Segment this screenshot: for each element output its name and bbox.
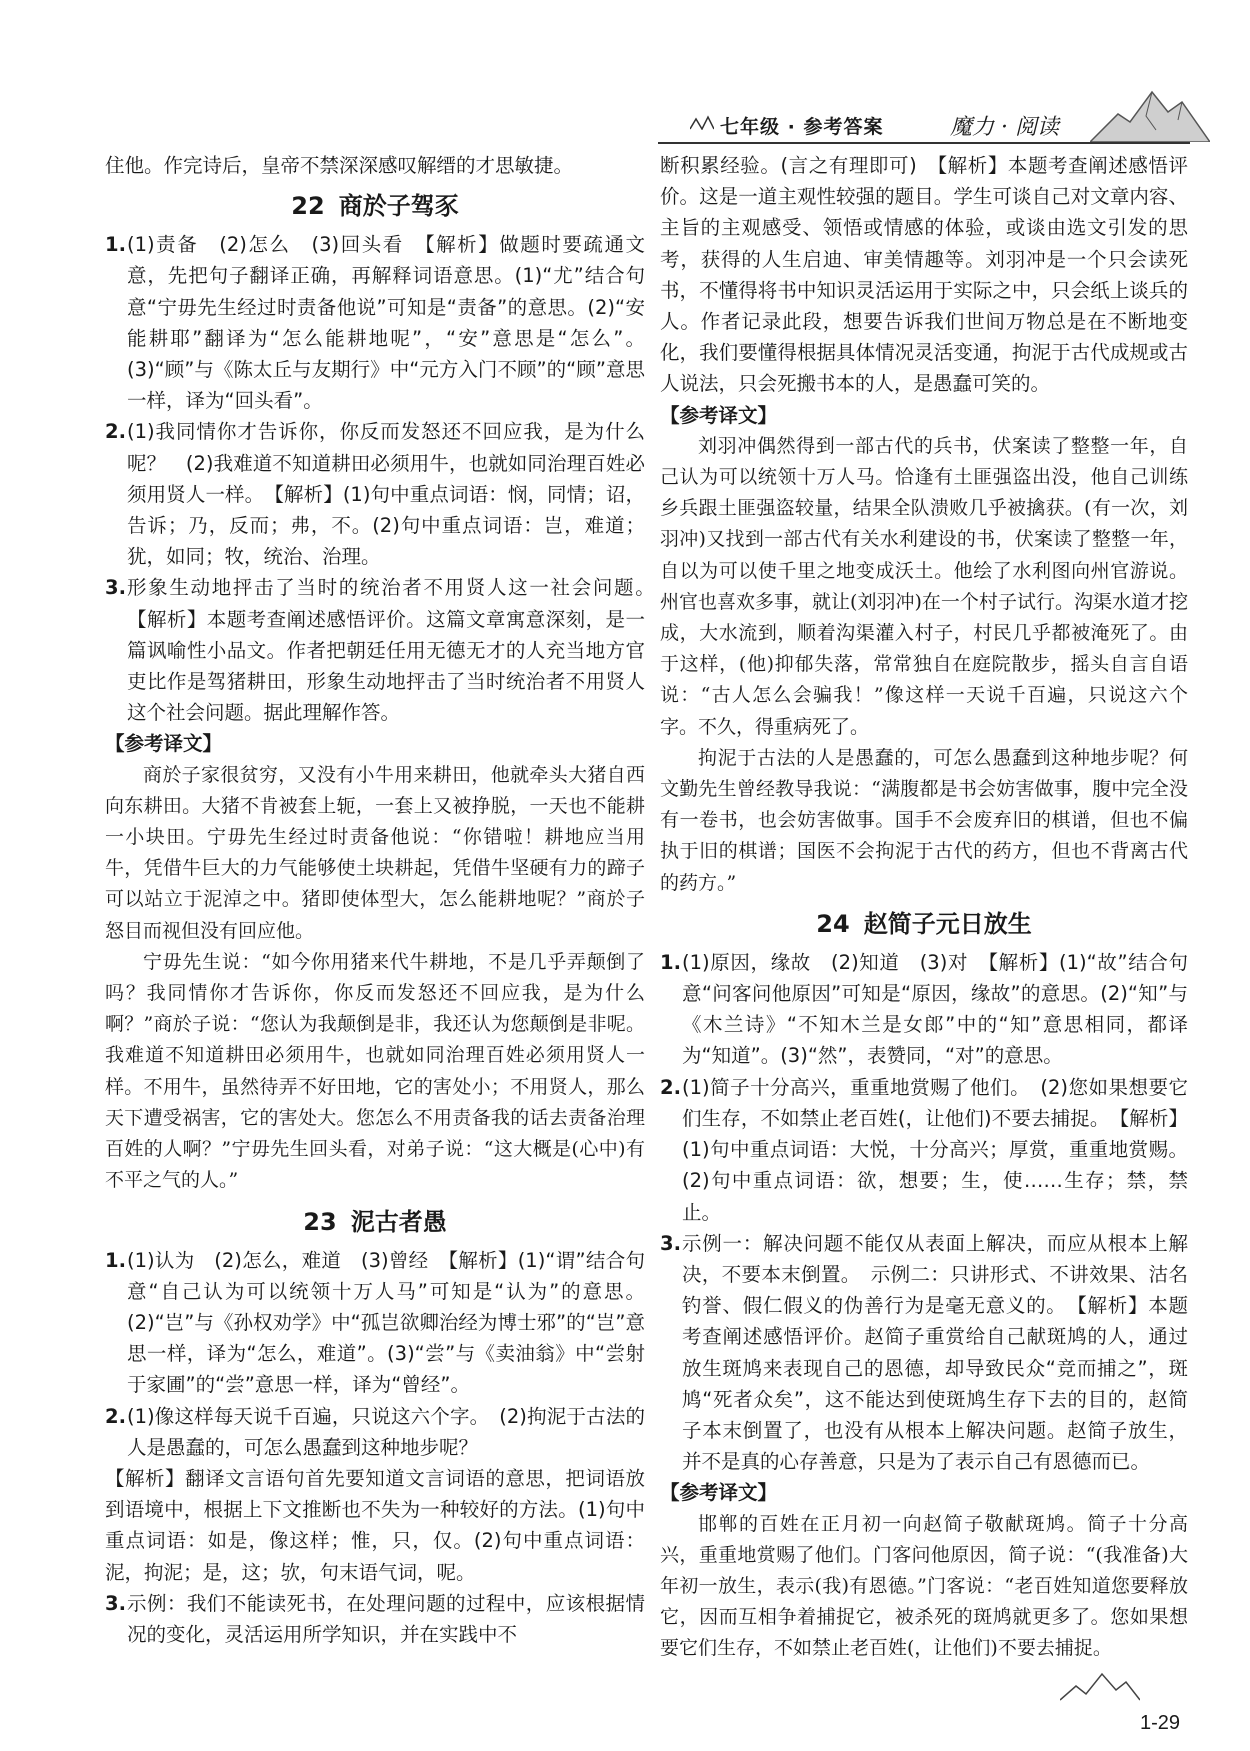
section-title-text: 商於子驾豕 bbox=[338, 192, 459, 221]
reference-translation-heading: 【参考译文】 bbox=[105, 732, 223, 756]
grade-label: 七年级 · 参考答案 bbox=[720, 116, 884, 138]
answer-text: (1)我同情你才告诉你，你反而发怒还不回应我，是为什么呢？ (2)我难道不知道耕田必须用牛，也就如同治理百姓必须用贤人一样。 【解析】(1)句中重点词语：悯，同情；诏，告诉；乃，反而；弗，不。(2)句中重点词语：岂，难道；犹，如同；牧，统治、治理。 bbox=[127, 420, 645, 569]
continued-answer-text: 断积累经验。(言之有理即可) 【解析】本题考查阐述感悟评价。这是一道主观性较强的题目。学生可谈自己对文章内容、主旨的主观感受、领悟或情感的体验，或谈由选文引发的思考，获得的人生启迪、审美情趣等。刘羽冲是一个只会读死书，不懂得将书中知识灵活运用于实际之中，只会纸上谈兵的人。作者记录此段，想要告诉我们世间万物总是在不断地变化，我们要懂得根据具体情况灵活变通，拘泥于古代成规或古人说法，只会死搬书本的人，是愚蠢可笑的。 bbox=[660, 154, 1188, 396]
translation-paragraph: 刘羽冲偶然得到一部古代的兵书，伏案读了整整一年，自己认为可以统领十万人马。恰逢有土匪强盗出没，他自己训练乡兵跟土匪强盗较量，结果全队溃败几乎被擒获。(有一次，刘羽冲)又找到一部古代有关水利建设的书，伏案读了整整一年，自以为可以使千里之地变成沃土。他绘了水利图向州官游说。州官也喜欢多事，就让(刘羽冲)在一个村子试行。沟渠水道才挖成，大水流到，顺着沟渠灌入村子，村民几乎都被淹死了。由于这样，(他)抑郁失落，常常独自在庭院散步，摇头自言自语说：“古人怎么会骗我！”像这样一天说千百遍，只说这六个字。不久，得重病死了。 bbox=[660, 434, 1188, 738]
header-divider bbox=[658, 142, 1190, 144]
question-item bbox=[105, 416, 645, 572]
reference-translation-heading: 【参考译文】 bbox=[660, 403, 778, 427]
section-number: 23 bbox=[303, 1207, 337, 1236]
translation-paragraph: 邯郸的百姓在正月初一向赵简子敬献斑鸠。简子十分高兴，重重地赏赐了他们。门客问他原因，简子说：“(我准备)大年初一放生，表示(我)有恩德。”门客说：“老百姓知道您要释放它，因而互相争着捕捉它，被杀死的斑鸠就更多了。您如果想要它们生存，不如禁止老百姓(，让他们)不要去捕捉。 bbox=[660, 1512, 1188, 1660]
question-item bbox=[105, 1401, 645, 1463]
answer-text: (1)原因，缘故 (2)知道 (3)对 【解析】(1)“故”结合句意“问客问他原因”可知是“原因，缘故”的意思。(2)“知”与《木兰诗》“不知木兰是女郎”中的“知”意思相同，都译为“知道”。(3)“然”，表赞同，“对”的意思。 bbox=[682, 950, 1188, 1068]
section-title-text: 泥古者愚 bbox=[350, 1207, 447, 1236]
brand-logo: 魔力 · 阅读 bbox=[950, 115, 1059, 140]
right-column bbox=[660, 150, 1188, 1665]
question-item bbox=[105, 1245, 645, 1401]
triangle-deco-icon bbox=[690, 114, 714, 130]
question-item bbox=[105, 572, 665, 728]
footer-mountain-icon bbox=[1060, 1664, 1140, 1704]
question-number: 3. bbox=[105, 576, 126, 600]
answer-text: (1)简子十分高兴，重重地赏赐了他们。 (2)您如果想要它们生存，不如禁止老百姓(，让他们)不要去捕捉。 【解析】(1)句中重点词语：大悦，十分高兴；厚赏，重重地赏赐。(2)句中重点词语：欲，想要；生，使……生存；禁，禁止。 bbox=[682, 1075, 1188, 1224]
section-24-title bbox=[660, 903, 1188, 945]
question-number: 2. bbox=[105, 1404, 126, 1428]
answer-text: 示例一：解决问题不能仅从表面上解决，而应从根本上解决，不要本末倒置。 示例二：只讲形式、不讲效果、沽名钓誉、假仁假义的伪善行为是毫无意义的。 【解析】本题考查阐述感悟评价。赵简子重赏给自己献斑鸠的人，通过放生斑鸠来表现自己的恩德，却导致民众“竞而捕之”，斑鸠“死者众矣”，这不能达到使斑鸠生存下去的目的，赵简子本末倒置了，也没有从根本上解决问题。赵简子放生，并不是真的心存善意，只是为了表示自己有恩德而已。 bbox=[682, 1231, 1188, 1474]
mountain-icon bbox=[1090, 86, 1210, 142]
question-number: 3. bbox=[660, 1231, 681, 1255]
section-number: 22 bbox=[291, 192, 325, 221]
question-item bbox=[660, 947, 1188, 1072]
translation-paragraph: 商於子家很贫穷，又没有小牛用来耕田，他就牵头大猪自西向东耕田。大猪不肯被套上轭，一套上又被挣脱，一天也不能耕一小块田。宁毋先生经过时责备他说：“你错啦！耕地应当用牛，凭借牛巨大的力气能够使土块耕起，凭借牛坚硬有力的蹄子可以站立于泥淖之中。猪即使体型大，怎么能耕地呢？”商於子怒目而视但没有回应他。 bbox=[105, 763, 645, 942]
question-number: 1. bbox=[105, 1248, 126, 1272]
answer-text: (1)认为 (2)怎么，难道 (3)曾经 【解析】(1)“谓”结合句意“自己认为可以统领十万人马”可知是“认为”的意思。(2)“岂”与《孙权劝学》中“孤岂欲卿治经为博士邪”的“岂”意思一样，译为“怎么，难道”。(3)“尝”与《卖油翁》中“尝射于家圃”的“尝”意思一样，译为“曾经”。 bbox=[127, 1248, 645, 1397]
question-number: 2. bbox=[660, 1075, 681, 1099]
question-number: 2. bbox=[105, 420, 126, 444]
question-item bbox=[105, 229, 645, 416]
translation-paragraph: 拘泥于古法的人是愚蠢的，可怎么愚蠢到这种地步呢？何文勤先生曾经教导我说：“满腹都是书会妨害做事，腹中完全没有一卷书，也会妨害做事。国手不会废弃旧的棋谱，但也不偏执于旧的棋谱；国医不会拘泥于古代的药方，但也不背离古代的药方。” bbox=[660, 746, 1188, 894]
answer-text: 示例：我们不能读死书，在处理问题的过程中，应该根据情况的变化，灵活运用所学知识，并在实践中不 bbox=[127, 1591, 645, 1646]
reference-translation-heading: 【参考译文】 bbox=[660, 1481, 778, 1505]
question-item bbox=[660, 1228, 1188, 1478]
page-number: 1-29 bbox=[1140, 1712, 1181, 1734]
answer-text: 形象生动地抨击了当时的统治者不用贤人这一社会问题。 【解析】本题考查阐述感悟评价。这篇文章寓意深刻，是一篇讽喻性小品文。作者把朝廷任用无德无才的人充当地方官吏比作是驾猪耕田，形象生动地抨击了当时统治者不用贤人这个社会问题。据此理解作答。 bbox=[127, 576, 665, 725]
section-title-text: 赵简子元日放生 bbox=[863, 909, 1032, 938]
translation-paragraph: 宁毋先生说：“如今你用猪来代牛耕地，不是几乎弄颠倒了吗？我同情你才告诉你，你反而发怒还不回应我，是为什么啊？”商於子说：“您认为我颠倒是非，我还认为您颠倒是非呢。我难道不知道耕田必须用牛，也就如同治理百姓必须用贤人一样。不用牛，虽然待弄不好田地，它的害处小；不用贤人，那么天下遭受祸害，它的害处大。您怎么不用责备我的话去责备治理百姓的人啊？”宁毋先生回头看，对弟子说：“这大概是(心中)有不平之气的人。” bbox=[105, 950, 645, 1192]
analysis-text: 【解析】翻译文言语句首先要知道文言词语的意思，把词语放到语境中，根据上下文推断也不失为一种较好的方法。(1)句中重点词语：如是，像这样；惟，只，仅。(2)句中重点词语：泥，拘泥；是，这；欤，句末语气词，呢。 bbox=[105, 1466, 645, 1584]
section-23-title bbox=[105, 1201, 645, 1243]
section-number: 24 bbox=[816, 909, 850, 938]
question-item bbox=[105, 1588, 645, 1650]
left-column bbox=[105, 150, 665, 1650]
question-number: 1. bbox=[660, 950, 681, 974]
question-number: 1. bbox=[105, 233, 126, 257]
question-item bbox=[660, 1072, 1188, 1228]
question-number: 3. bbox=[105, 1591, 126, 1615]
answer-text: (1)像这样每天说千百遍，只说这六个字。 (2)拘泥于古法的人是愚蠢的，可怎么愚蠢到这种地步呢？ bbox=[127, 1404, 645, 1459]
section-22-title bbox=[105, 185, 645, 227]
intro-text: 住他。作完诗后，皇帝不禁深深感叹解缙的才思敏捷。 bbox=[105, 154, 574, 177]
answer-text: (1)责备 (2)怎么 (3)回头看 【解析】做题时要疏通文意，先把句子翻译正确，再解释词语意思。(1)“尤”结合句意“宁毋先生经过时责备他说”可知是“责备”的意思。(2)“安能耕耶”翻译为“怎么能耕地呢”，“安”意思是“怎么”。(3)“顾”与《陈太丘与友期行》中“元方入门不顾”的“顾”意思一样，译为“回头看”。 bbox=[127, 233, 645, 413]
